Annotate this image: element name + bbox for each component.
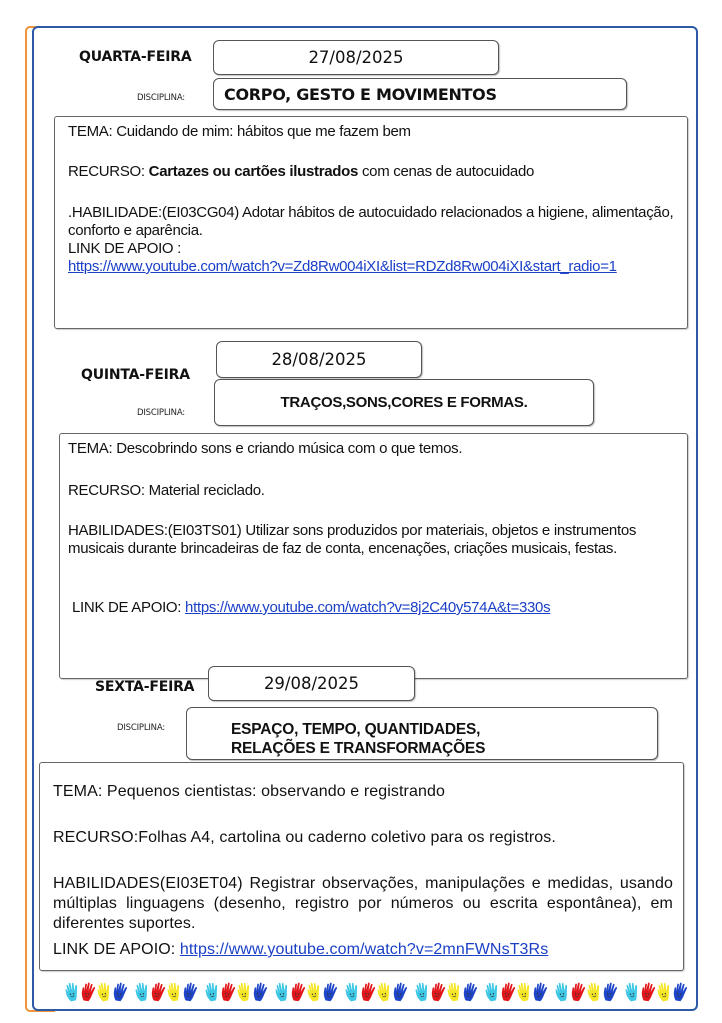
tema-line xyxy=(68,123,677,141)
hand-icon xyxy=(500,982,516,1002)
discipline-field: TRAÇOS,SONS,CORES E FORMAS. xyxy=(214,379,594,426)
hand-icon xyxy=(360,982,376,1002)
habilidade-text: .HABILIDADE:(EI03CG04) Adotar hábitos de autocuidado relacionados a higiene, alimentação, conforto e aparência. xyxy=(68,204,674,239)
link-label: LINK DE APOIO: xyxy=(53,941,176,958)
link-line xyxy=(53,940,673,960)
lesson-content-box xyxy=(39,762,684,971)
discipline-line-2: RELAÇÕES E TRANSFORMAÇÕES xyxy=(231,740,486,757)
hand-icon xyxy=(624,982,640,1002)
hand-icon xyxy=(414,982,430,1002)
hand-icon xyxy=(516,982,532,1002)
hands-group xyxy=(624,982,688,1004)
tema-text: Cuidando de mim: hábitos que me fazem bem xyxy=(116,123,411,140)
hand-icon xyxy=(252,982,268,1002)
recurso-text: RECURSO:Folhas A4, cartolina ou caderno coletivo para os registros. xyxy=(53,829,556,846)
lesson-content-box xyxy=(59,433,688,679)
tema-label: TEMA: xyxy=(68,123,113,140)
habilidade-text: HABILIDADES(EI03ET04) Registrar observações, manipulações e medidas, usando múltiplas linguagens (desenho, registro por números ou escrita espontânea), em diferentes suportes. xyxy=(53,875,673,932)
recurso-bold-text: Cartazes ou cartões ilustrados xyxy=(148,163,359,180)
discipline-field: CORPO, GESTO E MOVIMENTOS xyxy=(213,78,627,110)
hand-icon xyxy=(656,982,672,1002)
hand-icon xyxy=(376,982,392,1002)
hand-icon xyxy=(322,982,338,1002)
hand-icon xyxy=(220,982,236,1002)
hand-icon xyxy=(112,982,128,1002)
hand-icon xyxy=(532,982,548,1002)
hand-icon xyxy=(134,982,150,1002)
hand-icon xyxy=(236,982,252,1002)
hand-icon xyxy=(602,982,618,1002)
hands-group xyxy=(414,982,478,1004)
hand-icon xyxy=(554,982,570,1002)
link-label: LINK DE APOIO : xyxy=(68,240,182,257)
hands-group xyxy=(204,982,268,1004)
hand-icon xyxy=(586,982,602,1002)
hands-group xyxy=(274,982,338,1004)
recurso-text: RECURSO: Material reciclado. xyxy=(68,482,265,499)
hand-icon xyxy=(446,982,462,1002)
hand-icon xyxy=(392,982,408,1002)
date-field: 29/08/2025 xyxy=(208,666,415,701)
day-label: QUARTA-FEIRA xyxy=(79,49,192,65)
hand-icon xyxy=(290,982,306,1002)
tema-text: TEMA: Descobrindo sons e criando música com o que temos. xyxy=(68,440,463,457)
hand-icon xyxy=(430,982,446,1002)
discipline-label: DISCIPLINA: xyxy=(137,93,185,103)
hand-icon xyxy=(306,982,322,1002)
hand-icon xyxy=(570,982,586,1002)
support-link[interactable]: https://www.youtube.com/watch?v=8j2C40y574A&t=330s xyxy=(185,599,551,616)
hand-icon xyxy=(182,982,198,1002)
hand-icon xyxy=(96,982,112,1002)
link-label: LINK DE APOIO: xyxy=(72,599,182,616)
tema-text: TEMA: Pequenos cientistas: observando e registrando xyxy=(53,783,445,800)
hands-group xyxy=(64,982,128,1004)
discipline-line-1: ESPAÇO, TEMPO, QUANTIDADES, xyxy=(231,721,481,738)
date-field: 27/08/2025 xyxy=(213,40,499,75)
discipline-field xyxy=(186,707,658,760)
hand-icon xyxy=(274,982,290,1002)
support-link[interactable]: https://www.youtube.com/watch?v=Zd8Rw004iXI&list=RDZd8Rw004iXI&start_radio=1 xyxy=(68,258,617,275)
hand-icon xyxy=(344,982,360,1002)
link-line xyxy=(72,599,677,617)
hand-icon xyxy=(462,982,478,1002)
recurso-line xyxy=(68,163,677,181)
hand-icon xyxy=(150,982,166,1002)
support-link[interactable]: https://www.youtube.com/watch?v=2mnFWNsT3Rs xyxy=(179,941,549,958)
hand-icon xyxy=(80,982,96,1002)
hands-decorative-border xyxy=(64,982,664,1004)
hands-group xyxy=(484,982,548,1004)
hands-group xyxy=(554,982,618,1004)
hands-group xyxy=(134,982,198,1004)
hand-icon xyxy=(204,982,220,1002)
date-field: 28/08/2025 xyxy=(216,341,422,378)
hand-icon xyxy=(64,982,80,1002)
discipline-label: DISCIPLINA: xyxy=(117,723,165,733)
hand-icon xyxy=(484,982,500,1002)
recurso-label: RECURSO: xyxy=(68,163,145,180)
lesson-content-box xyxy=(54,116,688,329)
day-label: QUINTA-FEIRA xyxy=(81,367,190,383)
hands-group xyxy=(344,982,408,1004)
day-label: SEXTA-FEIRA xyxy=(95,679,195,695)
discipline-label: DISCIPLINA: xyxy=(137,408,185,418)
hand-icon xyxy=(166,982,182,1002)
hand-icon xyxy=(672,982,688,1002)
habilidade-text: HABILIDADES:(EI03TS01) Utilizar sons produzidos por materiais, objetos e instrumentos musicais durante brincadeiras de faz de conta, encenações, criações musicais, festas. xyxy=(68,522,637,557)
recurso-text: com cenas de autocuidado xyxy=(361,163,535,180)
hand-icon xyxy=(640,982,656,1002)
